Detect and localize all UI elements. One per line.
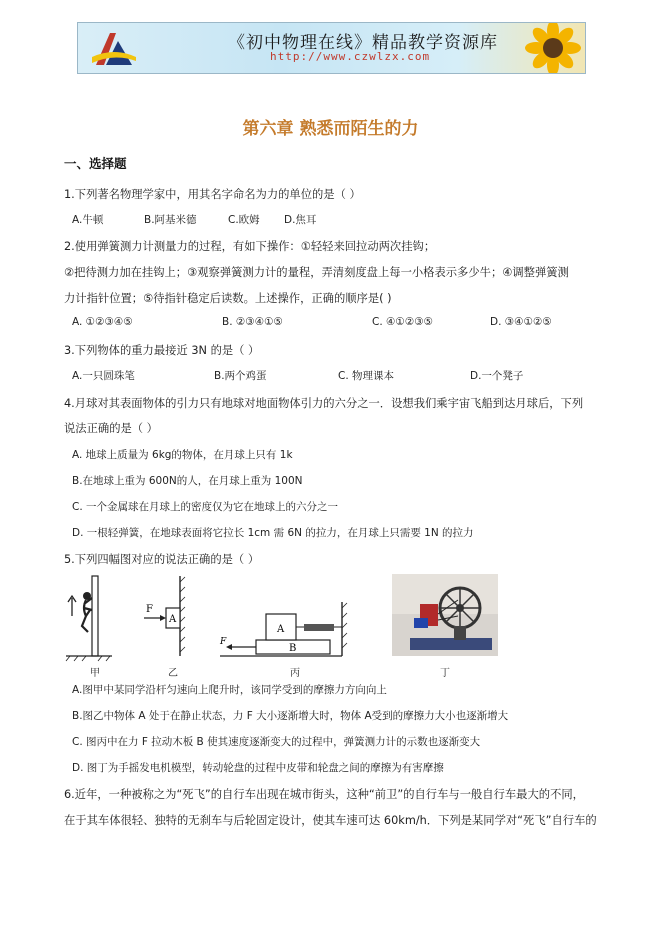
arrow-left-icon	[226, 644, 232, 650]
q5-stem: 5.下列四幅图对应的说法正确的是（ ）	[64, 553, 260, 566]
q3-option-a[interactable]: A.一只圆珠笔	[72, 370, 135, 382]
figure-label-ding: 丁	[440, 668, 450, 679]
chapter-title: 第六章 熟悉而陌生的力	[242, 119, 419, 139]
block-a-label: A	[169, 614, 177, 625]
q2-option-b[interactable]: B. ②③④①⑤	[222, 316, 283, 328]
q5-option-a[interactable]: A.图甲中某同学沿杆匀速向上爬升时，该同学受到的摩擦力方向向上	[72, 684, 387, 696]
figure-jia-climber	[64, 574, 114, 662]
q1-stem: 1.下列著名物理学家中，用其名字命名为力的单位的是（ ）	[64, 188, 361, 201]
q4-option-a[interactable]: A. 地球上质量为 6kg的物体，在月球上只有 1k	[72, 449, 293, 461]
q1-option-b[interactable]: B.阿基米德	[144, 214, 197, 226]
header-banner	[77, 22, 586, 74]
section-heading: 一、选择题	[64, 156, 127, 171]
q4-line-2: 说法正确的是（ ）	[64, 422, 158, 435]
q2-option-c[interactable]: C. ④①②③⑤	[372, 316, 434, 328]
q1-option-c[interactable]: C.欧姆	[228, 214, 260, 226]
q4-line-1: 4.月球对其表面物体的引力只有地球对地面物体引力的六分之一．设想我们乘宇宙飞船到达月球后，下列	[64, 397, 584, 410]
force-f-label-2: F	[220, 637, 227, 647]
figure-bing-spring-scale	[218, 574, 348, 662]
block-a-label-2: A	[277, 624, 285, 635]
up-arrow-icon	[68, 596, 76, 616]
banner-title: 《初中物理在线》精品教学资源库	[228, 33, 498, 53]
figure-label-bing: 丙	[290, 668, 300, 679]
q2-option-a[interactable]: A. ①②③④⑤	[72, 316, 133, 328]
q6-line-1: 6.近年，一种被称之为“死飞”的自行车出现在城市街头，这种“前卫”的自行车与一般自行车最大的不同，	[64, 788, 584, 801]
sunflower-icon	[523, 22, 581, 74]
force-f-label: F	[146, 604, 153, 615]
q3-stem: 3.下列物体的重力最接近 3N 的是（ ）	[64, 344, 260, 357]
arrow-right-icon	[160, 615, 166, 621]
q1-option-d[interactable]: D.焦耳	[284, 214, 317, 226]
q5-option-c[interactable]: C. 图丙中在力 F 拉动木板 B 使其速度逐渐变大的过程中，弹簧测力计的示数也逐渐变大	[72, 736, 481, 748]
q4-option-d[interactable]: D. 一根轻弹簧，在地球表面将它拉长 1cm 需 6N 的拉力，在月球上只需要 1N 的拉力	[72, 527, 474, 539]
figure-label-yi: 乙	[168, 668, 178, 679]
q6-line-2: 在于其车体很轻、独特的无刹车与后轮固定设计，使其车速可达 60km/h．下列是某同学对“死飞”自行车的	[64, 814, 597, 827]
site-logo-icon	[88, 27, 140, 69]
board-b-label: B	[289, 643, 297, 654]
q5-option-b[interactable]: B.图乙中物体 A 处于在静止状态，力 F 大小逐渐增大时，物体 A受到的摩擦力大小也逐渐增大	[72, 710, 509, 722]
q4-option-b[interactable]: B.在地球上重为 600N的人，在月球上重为 100N	[72, 475, 303, 487]
figure-yi-block-wall	[140, 574, 192, 662]
figure-label-jia: 甲	[90, 668, 100, 679]
q4-option-c[interactable]: C. 一个金属球在月球上的密度仅为它在地球上的六分之一	[72, 501, 339, 513]
q3-option-c[interactable]: C. 物理课本	[338, 370, 395, 382]
q3-option-b[interactable]: B.两个鸡蛋	[214, 370, 267, 382]
q2-line-3: 力计指针位置；⑤待指针稳定后读数。上述操作，正确的顺序是( )	[64, 292, 392, 305]
figure-ding-generator-photo	[392, 574, 498, 656]
q2-line-2: ②把待测力加在挂钩上；③观察弹簧测力计的量程，弄清刻度盘上每一小格表示多少牛；④调整弹簧测	[64, 266, 569, 279]
q5-option-d[interactable]: D. 图丁为手摇发电机模型，转动轮盘的过程中皮带和轮盘之间的摩擦为有害摩擦	[72, 762, 444, 774]
q3-option-d[interactable]: D.一个凳子	[470, 370, 524, 382]
banner-url[interactable]: http://www.czwlzx.com	[270, 50, 431, 63]
q2-line-1: 2.使用弹簧测力计测量力的过程，有如下操作：①轻轻来回拉动两次挂钩；	[64, 240, 436, 253]
q1-option-a[interactable]: A.牛顿	[72, 214, 104, 226]
q2-option-d[interactable]: D. ③④①②⑤	[490, 316, 552, 328]
